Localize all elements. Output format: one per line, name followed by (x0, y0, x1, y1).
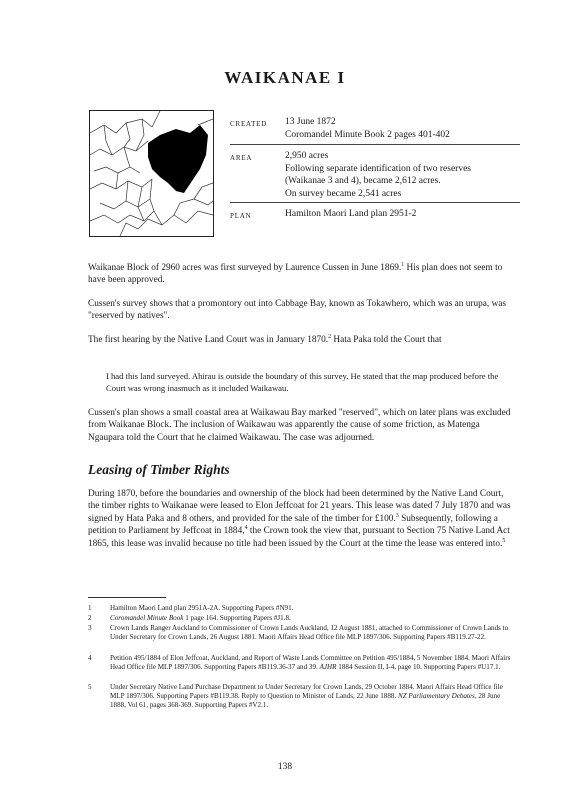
area-row (230, 150, 520, 200)
paragraph-2: Cussen's survey shows that a promontory out into Cabbage Bay, known as Tokawhero, which was an urupa, was "reserved by natives". (88, 299, 507, 322)
plan-row (230, 208, 520, 223)
area-note-1: Following separate identification of two reserves (285, 163, 471, 174)
section-heading: Leasing of Timber Rights (88, 462, 230, 477)
waikanae-block-shape (148, 125, 208, 193)
footnote-2: 2 Coromandel Minute Book 1 page 164. Supporting Papers #J1.8. (88, 614, 291, 622)
area-note-3: On survey became 2,541 acres (285, 188, 402, 199)
created-date: 13 June 1872 (285, 117, 336, 127)
paragraph-1: Waikanae Block of 2960 acres was first surveyed by Laurence Cussen in June 1869.$^1$ His plan does not seem to have been approved. (88, 261, 503, 286)
area-label: AREA (230, 154, 253, 162)
plan-value: Hamilton Maori Land plan 2951-2 (285, 209, 417, 219)
paragraph-4: Cussen's plan shows a small coastal area at Waikawau Bay marked "reserved", which on later plans was excluded from Waikanae Block. The inclusion of Waikawau was apparently the cause of some friction, as Matenga Ngaupara told the Court that he claimed Waikawau. The case was adjourned. (88, 408, 511, 443)
created-label: CREATED (230, 120, 268, 128)
paragraph-3: The first hearing by the Native Land Court was in January 1870.$^2$ Hata Paka told the Court that (88, 333, 442, 345)
divider (230, 202, 520, 203)
block-map-drawing (90, 111, 213, 236)
area-note-2: (Waikanae 3 and 4), became 2,612 acres. (285, 176, 441, 186)
created-source: Coromandel Minute Book 2 pages 401-402 (285, 129, 450, 140)
plan-label: PLAN (230, 212, 252, 220)
page-title: WAIKANAE I (224, 68, 346, 87)
page-number: 138 (277, 762, 293, 772)
area-value: 2,950 acres (285, 151, 329, 161)
paragraph-5: During 1870, before the boundaries and ownership of the block had been determined by the Native Land Court, the timber rights to Waikanae were leased to Elon Jeffcoat for 21 years. This lease was dated 7 July 1870 and was signed by Hata Paka and 8 others, and provided for the sale of the timber for £100.$^3$ Subsequently, following a petition to Parliament by Jeffcoat in 1884,$^4$ the Crown took the view that, pursuant to Section 75 Native Land Act 1865, this lease was invalid because no title had been issued by the Court at the time the lease was entered into.$^5$ (88, 489, 511, 549)
block-quote: I had this land surveyed. Ahirau is outside the boundary of this survey. He stated that the map produced before the Court was wrong inasmuch as it included Waikawau. (106, 371, 499, 393)
footnote-3: 3 Crown Lands Ranger Auckland to Commissioner of Crown Lands Auckland, 12 August 1881, attached to Commissioner of Crown Lands to Under Secretary for Crown Lands, 26 August 1881. Maori Affairs Head Office file MLP 1897/306. Supporting Papers #B119.27-22. (88, 624, 509, 642)
created-row (230, 116, 520, 141)
divider (230, 144, 520, 145)
footnote-divider (88, 597, 166, 598)
location-map (89, 110, 214, 237)
footnote-5: 5 Under Secretary Native Land Purchase Department to Under Secretary for Crown Lands, 29 October 1884. Maori Affairs Head Office file MLP 1897/306. Supporting Papers #B119.38. Reply to Question to Minister of Lands, 22 June 1888. NZ Parliamentary Debates, 28 June 1888, Vol 61, pages 368-369. Supporting Papers #V2.1. (88, 683, 503, 710)
footnote-1: 1 Hamilton Maori Land plan 2951A-2A. Supporting Papers #N91. (88, 604, 294, 612)
footnote-4: 4 Petition 495/1884 of Elon Jeffcoat, Auckland, and Report of Waste Lands Committee on Petition 495/1884, 5 November 1884. Maori Affairs Head Office file MLP 1897/306. Supporting Papers #B119.36-37 and 39. AJHR 1884 Session II, I-4, page 10. Supporting Papers #U17.1. (88, 654, 511, 672)
